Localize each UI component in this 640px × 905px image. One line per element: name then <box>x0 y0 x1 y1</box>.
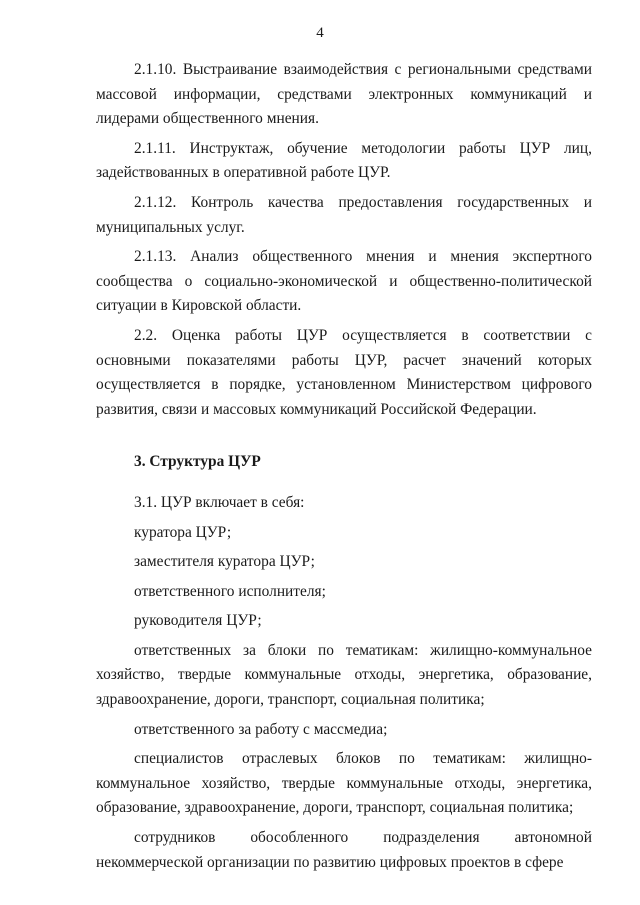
section-heading: 3. Структура ЦУР <box>134 453 261 471</box>
page-number: 4 <box>316 25 324 41</box>
section-intro: 3.1. ЦУР включает в себя: <box>134 493 305 511</box>
list-item-staff: сотрудников обособленного подразделения автономной некоммерческой организации по развитию цифровых проектов в сфере <box>96 829 592 871</box>
paragraph-2-1-12: 2.1.12. Контроль качества предоставления государственных и муниципальных услуг. <box>96 193 592 236</box>
paragraph-2-1-11: 2.1.11. Инструктаж, обучение методологии работы ЦУР лиц, задействованных в оперативной работе ЦУР. <box>96 139 592 182</box>
list-item-massmedia: ответственного за работу с массмедиа; <box>134 720 388 738</box>
list-item-block-leads: ответственных за блоки по тематикам: жилищно-коммунальное хозяйство, твердые коммунальные отходы, энергетика, образование, здравоохранение, дороги, транспорт, социальная политика; <box>96 641 592 709</box>
list-item-specialists: специалистов отраслевых блоков по тематикам: жилищно-коммунальное хозяйство, твердые коммунальные отходы, энергетика, образование, здравоохранение, дороги, транспорт, социальная политика; <box>96 750 592 817</box>
list-item-responsible-executor: ответственного исполнителя; <box>134 582 326 600</box>
paragraph-2-1-13: 2.1.13. Анализ общественного мнения и мнения экспертного сообщества о социально-экономической и общественно-политической ситуации в Кировской области. <box>96 248 592 315</box>
paragraph-2-2: 2.2. Оценка работы ЦУР осуществляется в соответствии с основными показателями работы ЦУР, расчет значений которых осуществляется в порядке, установленном Министерством цифрового развития, связи и массовых коммуникаций Российской Федерации. <box>96 326 592 418</box>
list-item-head: руководителя ЦУР; <box>134 612 262 630</box>
document-body <box>96 58 592 880</box>
list-item-curator: куратора ЦУР; <box>134 523 232 541</box>
list-item-deputy-curator: заместителя куратора ЦУР; <box>134 553 315 571</box>
paragraph-2-1-10: 2.1.10. Выстраивание взаимодействия с региональными средствами массовой информации, средствами электронных коммуникаций и лидерами общественного мнения. <box>96 61 592 128</box>
